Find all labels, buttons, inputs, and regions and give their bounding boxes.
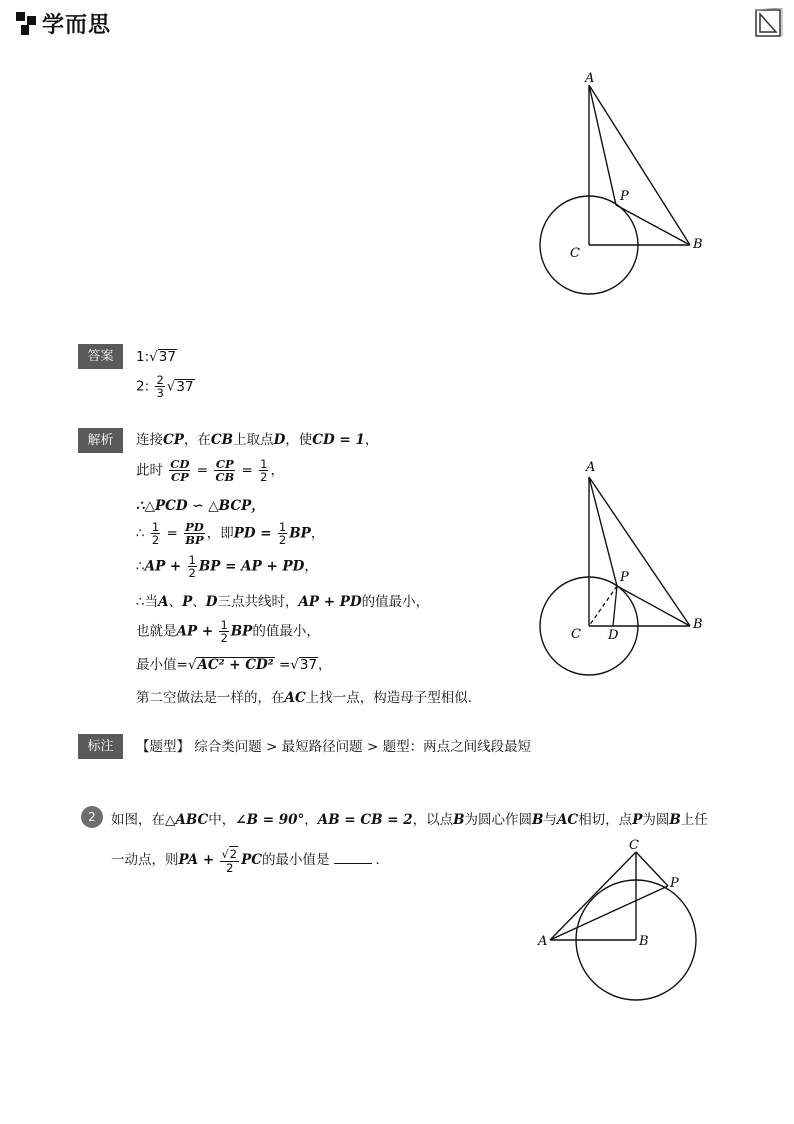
logo-mark-icon xyxy=(16,12,38,36)
analysis-line-9: 第二空做法是一样的，在AC上找一点，构造母子型相似． xyxy=(136,690,482,706)
label-a: A xyxy=(585,72,595,86)
label-b: B xyxy=(693,617,703,632)
label-d: D xyxy=(608,628,619,643)
figure-3-diagram xyxy=(530,836,720,1011)
analysis-line-1: 连接CP，在CB上取点D，使CD = 1， xyxy=(136,432,379,448)
label-p: P xyxy=(670,876,679,891)
question-2-line-2: 一动点，则PA + $\frac{√2}{2}$ PC的最小值是 ． xyxy=(111,847,390,875)
logo-text: 学而思 xyxy=(42,13,112,38)
analysis-tag: 解析 xyxy=(78,428,123,453)
figure-1-diagram xyxy=(530,72,720,302)
annotation-tag: 标注 xyxy=(78,734,123,759)
analysis-line-7: 也就是AP + $\frac{1}{2}$ BP的值最小， xyxy=(136,618,320,645)
analysis-line-3: ∴△PCD ∽ △BCP， xyxy=(136,498,265,514)
label-a: A xyxy=(586,460,596,475)
question-2-line-1: 如图，在△ABC中，∠B = 90°，AB = CB = 2，以点B为圆心作圆B与AC相切，点P为圆B上任 xyxy=(111,812,708,828)
label-b: B xyxy=(693,237,703,252)
label-c: C xyxy=(571,627,581,642)
label-a: A xyxy=(538,934,548,949)
label-b: B xyxy=(639,934,649,949)
brand-logo xyxy=(16,8,111,39)
ruler-square-icon xyxy=(754,8,784,38)
analysis-line-6: ∴当A、P、D三点共线时，AP + PD的值最小， xyxy=(136,594,430,610)
analysis-line-2: 此时 $\frac{CD}{CP}$ = $\frac{CP}{CB}$ = $\frac{1}{2}$ ， xyxy=(136,457,284,484)
label-c: C xyxy=(570,246,580,261)
label-p: P xyxy=(620,189,629,204)
annotation-text: 【题型】 综合类问题 > 最短路径问题 > 题型：两点之间线段最短 xyxy=(136,739,532,755)
answer-line-1: 1:√37 xyxy=(136,349,176,365)
answer-blank[interactable] xyxy=(334,851,372,864)
analysis-line-8: 最小值=√AC² + CD² =√37， xyxy=(136,657,332,673)
label-c: C xyxy=(629,838,639,853)
answer-line-2: 2: $\frac{2}{3}$ √37 xyxy=(136,373,194,400)
answer-tag: 答案 xyxy=(78,344,123,369)
question-number-badge: 2 xyxy=(81,806,103,828)
analysis-line-5: ∴AP + $\frac{1}{2}$ BP = AP + PD， xyxy=(136,553,318,580)
label-p: P xyxy=(620,570,629,585)
figure-2-diagram xyxy=(530,455,720,685)
analysis-line-4: ∴ $\frac{1}{2}$ = $\frac{PD}{BP}$ ，即PD = $\frac{1}{2}$ BP， xyxy=(136,520,325,547)
